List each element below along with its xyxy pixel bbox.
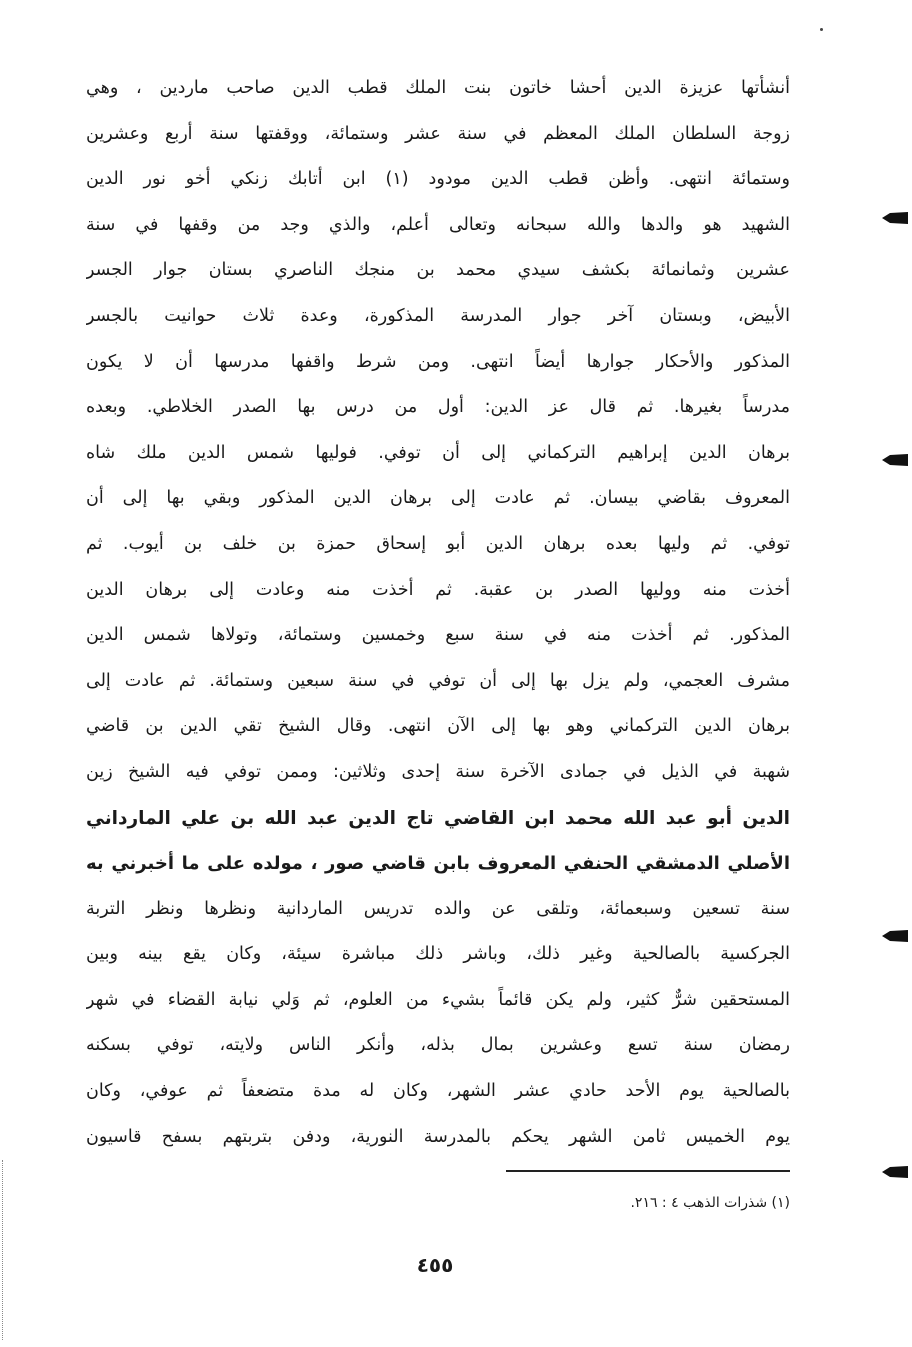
body-line: زوجة السلطان الملك المعظم في سنة عشر وستمائة، ووقفتها سنة أربع وعشرين: [86, 123, 790, 144]
body-line: بالصالحية يوم الأحد حادي عشر الشهر، وكان له مدة متضعفاً ثم عوفي، وكان: [86, 1081, 790, 1102]
body-line: أخذت منه ووليها الصدر بن عقبة. ثم أخذت منه وعادت إلى برهان الدين: [86, 579, 790, 600]
body-line: مدرساً بغيرها. ثم قال عز الدين: أول من درس بها الصدر الخلاطي. وبعده: [86, 397, 790, 418]
body-line: الأبيض، وبستان آخر جوار المدرسة المذكورة، وعدة ثلاث حوانيت بالجسر: [86, 305, 790, 326]
body-line: أنشأتها عزيزة الدين أحشا خاتون بنت الملك قطب الدين صاحب ماردين ، وهي: [86, 78, 790, 98]
body-line-bold: الأصلي الدمشقي الحنفي المعروف بابن قاضي صور ، مولده على ما أخبرني به: [86, 853, 790, 875]
body-line: المذكور. ثم أخذت منه في سنة سبع وخمسين وستمائة، وتولاها شمس الدين: [86, 625, 790, 646]
body-line: برهان الدين التركماني وهو بها إلى الآن انتهى. وقال الشيخ تقي الدين بن قاضي: [86, 716, 790, 737]
body-line: برهان الدين إبراهيم التركماني إلى أن توفي. فوليها شمس الدين ملك شاه: [86, 442, 790, 463]
body-text: [86, 66, 790, 1160]
body-line: الجركسية بالصالحية وغير ذلك، وباشر ذلك مباشرة سيئة، وكان يقع بينه وبين: [86, 944, 790, 965]
footnote-separator: [506, 1170, 790, 1172]
page-number: ٤٥٥: [416, 1253, 454, 1277]
body-line: المستحقين شرٌّ كثير، ولم يكن قائماً بشيء من العلوم، ثم وَلي نيابة القضاء في شهر: [86, 989, 790, 1010]
margin-tab-marker: [882, 454, 908, 466]
margin-tab-marker: [882, 930, 908, 942]
body-line: الشهيد هو والدها والله سبحانه وتعالى أعلم، والذي وجد من وقفها في سنة: [86, 214, 790, 235]
body-line: المذكور والأحكار جوارها أيضاً انتهى. ومن شرط واقفها مدرسها أن لا يكون: [86, 351, 790, 372]
body-line: وستمائة انتهى. وأظن قطب الدين مودود (١) ابن أتابك زنكي أخو نور الدين: [86, 169, 790, 190]
margin-tab-marker: [882, 1166, 908, 1178]
body-line: المعروف بقاضي بيسان. ثم عادت إلى برهان الدين المذكور وبقي بها إلى أن: [86, 488, 790, 509]
scan-edge-dots: [2, 1160, 7, 1340]
body-line: شهبة في الذيل في جمادى الآخرة سنة إحدى وثلاثين: وممن توفي فيه الشيخ زين: [86, 761, 790, 782]
body-line: توفي. ثم وليها بعده برهان الدين أبو إسحاق حمزة بن خلف بن أيوب. ثم: [86, 533, 790, 554]
body-line: سنة تسعين وسبعمائة، وتلقى عن والده تدريس الماردانية ونظرها ونظر التربة: [86, 898, 790, 919]
body-line: رمضان سنة تسع وعشرين بمال بذله، وأنكر الناس ولايته، توفي بسكنه: [86, 1035, 790, 1056]
margin-tab-marker: [882, 212, 908, 224]
body-line: عشرين وثمانمائة بكشف سيدي محمد بن منجك الناصري بستان جوار الجسر: [86, 260, 790, 281]
body-line-bold: الدين أبو عبد الله محمد ابن القاضي تاج الدين عبد الله بن علي المارداني: [86, 807, 790, 829]
body-line: يوم الخميس ثامن الشهر يحكم بالمدرسة النورية، ودفن بتربتهم بسفح قاسيون: [86, 1126, 790, 1147]
scan-speck: [820, 28, 823, 31]
body-line: مشرف العجمي، ولم يزل بها إلى أن توفي في سنة سبعين وستمائة. ثم عادت إلى: [86, 670, 790, 691]
footnote: (١) شذرات الذهب ٤ : ٢١٦.: [630, 1195, 790, 1211]
